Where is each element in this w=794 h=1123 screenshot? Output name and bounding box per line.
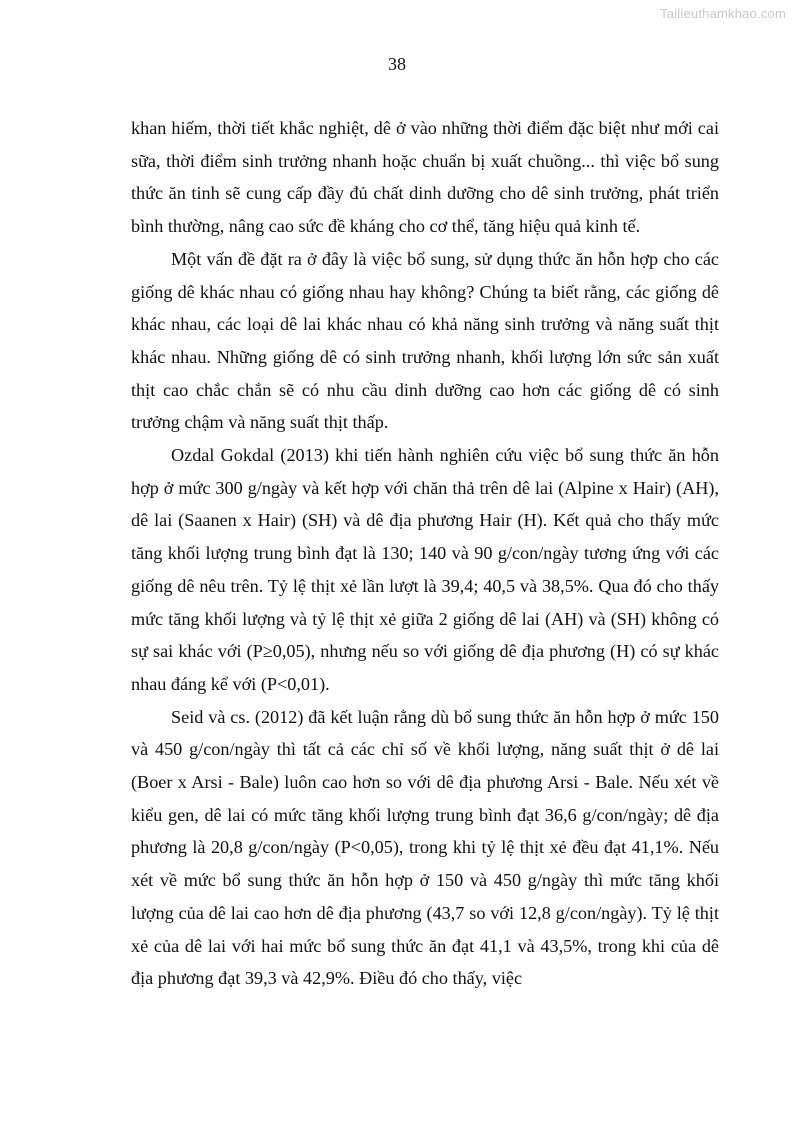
paragraph: Ozdal Gokdal (2013) khi tiến hành nghiên cứu việc bổ sung thức ăn hỗn hợp ở mức 300 g/ngày và kết hợp với chăn thả trên dê lai (Alpine x Hair) (AH), dê lai (Saanen x Hair) (SH) và dê địa phương Hair (H). Kết quả cho thấy mức tăng khối lượng trung bình đạt là 130; 140 và 90 g/con/ngày tương ứng với các giống dê nêu trên. Tỷ lệ thịt xẻ lần lượt là 39,4; 40,5 và 38,5%. Qua đó cho thấy mức tăng khối lượng và tỷ lệ thịt xẻ giữa 2 giống dê lai (AH) và (SH) không có sự sai khác với (P≥0,05), nhưng nếu so với giống dê địa phương (H) có sự khác nhau đáng kể với (P<0,01). (131, 445, 719, 694)
paragraph: Một vấn đề đặt ra ở đây là việc bổ sung, sử dụng thức ăn hỗn hợp cho các giống dê khác nhau có giống nhau hay không? Chúng ta biết rằng, các giống dê khác nhau, các loại dê lai khác nhau có khả năng sinh trưởng và năng suất thịt khác nhau. Những giống dê có sinh trưởng nhanh, khối lượng lớn sức sản xuất thịt cao chắc chắn sẽ có nhu cầu dinh dưỡng cao hơn các giống dê có sinh trưởng chậm và năng suất thịt thấp. (131, 248, 719, 433)
page-number: 38 (388, 54, 406, 74)
paragraph-continued: khan hiếm, thời tiết khắc nghiệt, dê ở vào những thời điểm đặc biệt như mới cai sữa, thời điểm sinh trưởng nhanh hoặc chuẩn bị xuất chuồng... thì việc bổ sung thức ăn tinh sẽ cung cấp đầy đủ chất dinh dưỡng cho dê sinh trưởng, phát triển bình thường, nâng cao sức đề kháng cho cơ thể, tăng hiệu quả kinh tế. (131, 118, 719, 237)
document-body (131, 112, 719, 995)
paragraph: Seid và cs. (2012) đã kết luận rằng dù bổ sung thức ăn hỗn hợp ở mức 150 và 450 g/con/ngày thì tất cả các chỉ số về khối lượng, năng suất thịt ở dê lai (Boer x Arsi - Bale) luôn cao hơn so với dê địa phương Arsi - Bale. Nếu xét về kiểu gen, dê lai có mức tăng khối lượng trung bình đạt 36,6 g/con/ngày; dê địa phương là 20,8 g/con/ngày (P<0,05), trong khi tỷ lệ thịt xẻ đều đạt 41,1%. Nếu xét về mức bổ sung thức ăn hỗn hợp ở 150 và 450 g/ngày thì mức tăng khối lượng của dê lai cao hơn dê địa phương (43,7 so với 12,8 g/con/ngày). Tỷ lệ thịt xẻ của dê lai với hai mức bổ sung thức ăn đạt 41,1 và 43,5%, trong khi của dê địa phương đạt 39,3 và 42,9%. Điều đó cho thấy, việc (131, 706, 719, 989)
watermark: Tailieuthamkhao.com (660, 6, 786, 21)
